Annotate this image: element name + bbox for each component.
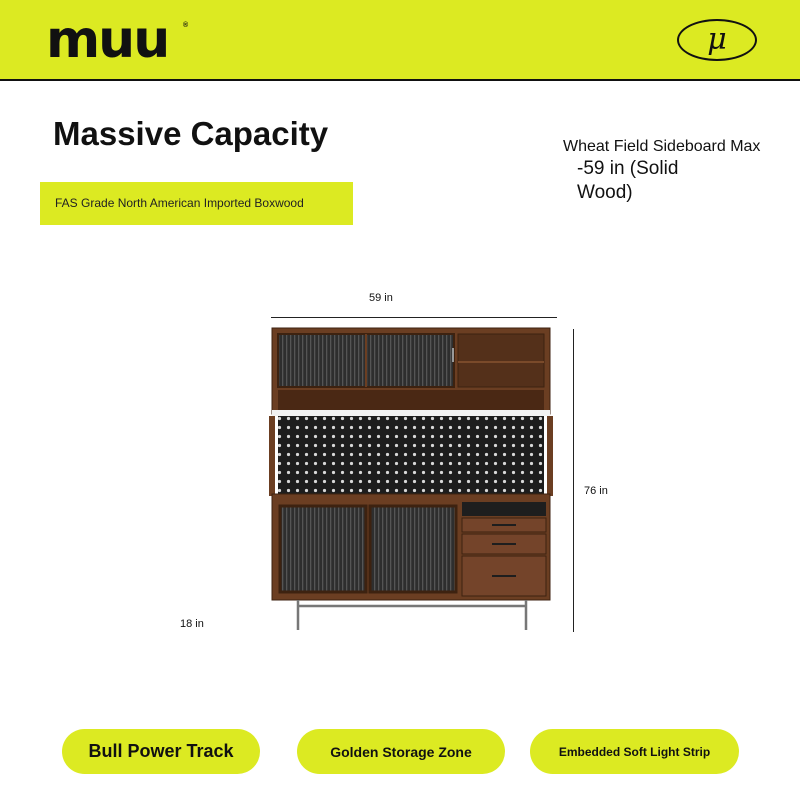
base-glass-door-left	[280, 506, 366, 592]
feature-label: Embedded Soft Light Strip	[558, 744, 711, 759]
feature-label: Golden Storage Zone	[330, 743, 472, 760]
feature-pill-storage-zone[interactable]	[297, 729, 505, 774]
hutch-door-handle	[452, 348, 454, 362]
header-bar	[0, 0, 800, 81]
hutch-lower-shelf	[278, 390, 544, 410]
product-name-line1: Wheat Field Sideboard Max	[563, 138, 761, 155]
metal-leg-frame	[298, 600, 526, 630]
product-name	[563, 137, 778, 205]
page-title: Massive Capacity	[53, 115, 329, 152]
registered-mark: ®	[183, 22, 189, 29]
brand-logo[interactable]: muu	[46, 10, 169, 70]
height-dimension-label: 76 in	[584, 485, 608, 497]
base-glass-door-middle	[370, 506, 456, 592]
hutch-open-shelf	[458, 334, 544, 387]
product-name-line2: -59 in (Solid Wood)	[577, 158, 679, 203]
material-subtitle: FAS Grade North American Imported Boxwood	[55, 196, 304, 210]
width-dimension-line	[271, 317, 557, 318]
mu-badge-icon: μ	[677, 19, 757, 61]
feature-label: Bull Power Track	[88, 741, 234, 761]
base-drawer-recess	[462, 502, 546, 516]
height-dimension-line	[573, 329, 574, 632]
width-dimension-label: 59 in	[369, 292, 393, 304]
feature-pill-light-strip[interactable]	[530, 729, 739, 774]
depth-dimension-label: 18 in	[180, 618, 204, 630]
pegboard-panel	[278, 416, 544, 494]
feature-pill-power-track[interactable]	[62, 729, 260, 774]
sideboard-illustration	[266, 324, 556, 636]
